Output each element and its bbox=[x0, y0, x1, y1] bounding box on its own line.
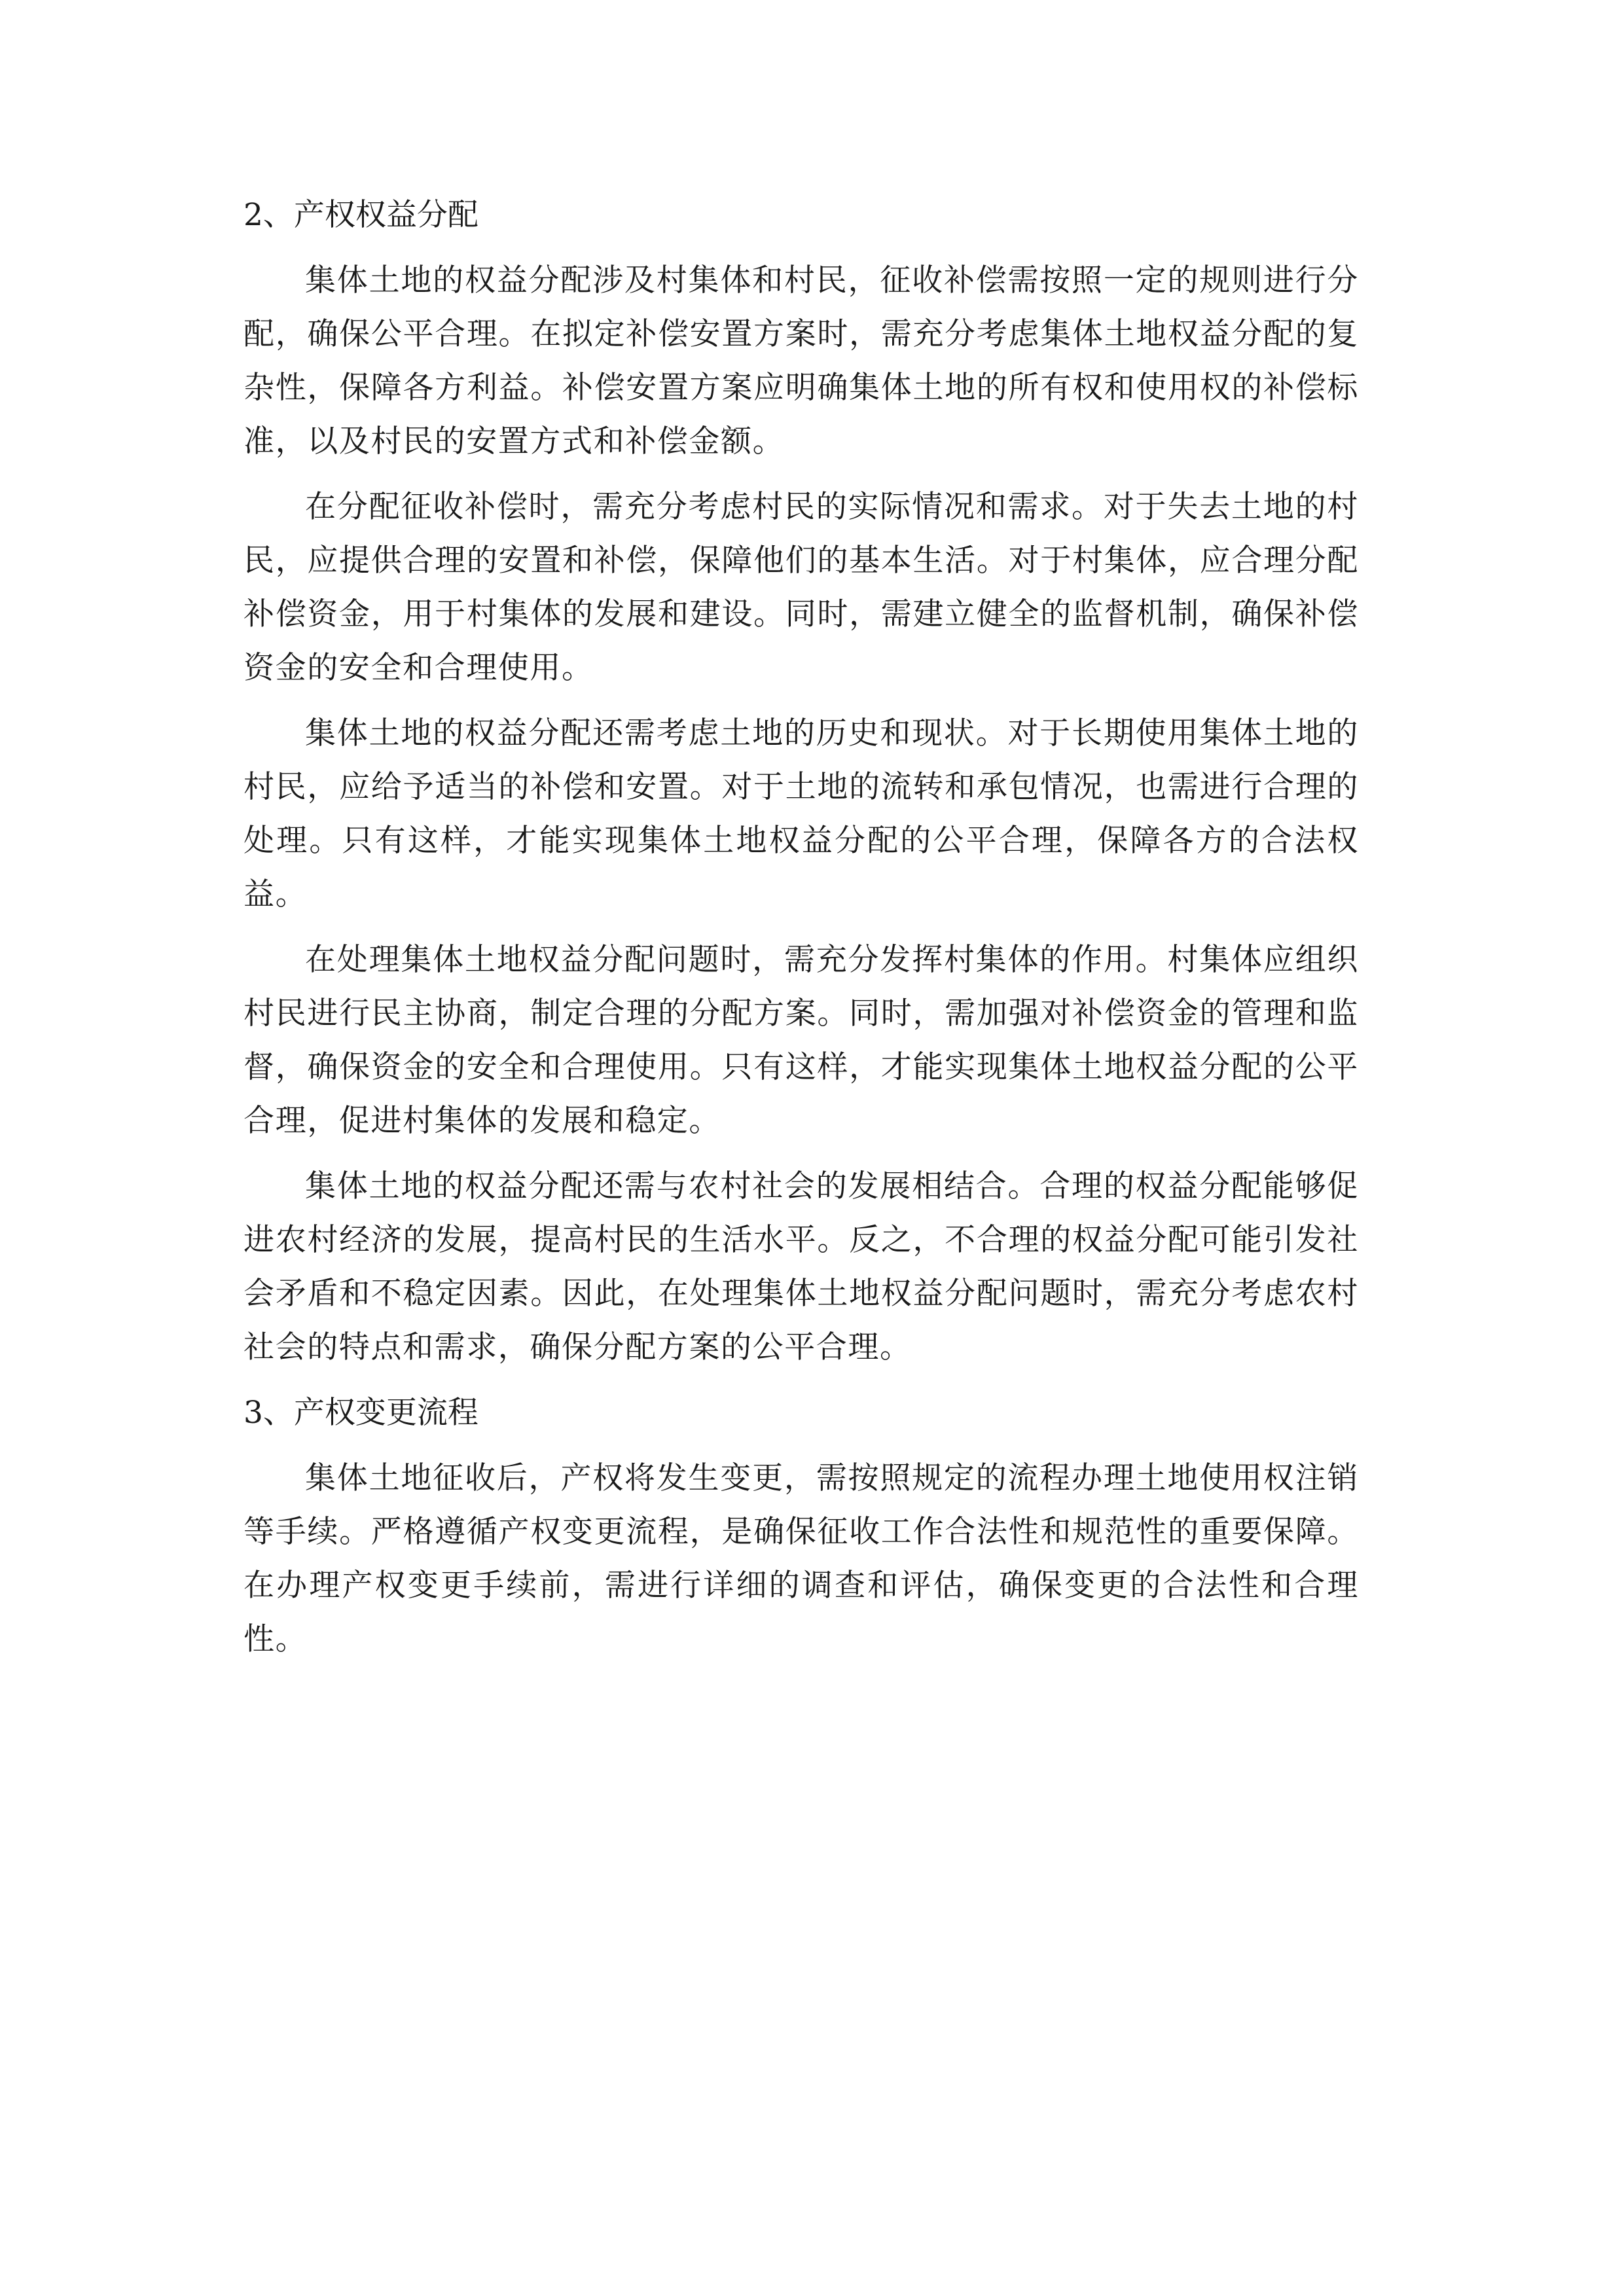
paragraph: 集体土地征收后，产权将发生变更，需按照规定的流程办理土地使用权注销等手续。严格遵循产权变更流程，是确保征收工作合法性和规范性的重要保障。在办理产权变更手续前，需进行详细的调查和评估，确保变更的合法性和合理性。 bbox=[244, 1460, 1359, 1657]
paragraph: 集体土地的权益分配还需考虑土地的历史和现状。对于长期使用集体土地的村民，应给予适当的补偿和安置。对于土地的流转和承包情况，也需进行合理的处理。只有这样，才能实现集体土地权益分配的公平合理，保障各方的合法权益。 bbox=[244, 715, 1359, 912]
paragraph: 集体土地的权益分配还需与农村社会的发展相结合。合理的权益分配能够促进农村经济的发展，提高村民的生活水平。反之，不合理的权益分配可能引发社会矛盾和不稳定因素。因此，在处理集体土地权益分配问题时，需充分考虑农村社会的特点和需求，确保分配方案的公平合理。 bbox=[244, 1168, 1359, 1365]
section-heading-2: 2、产权权益分配 bbox=[244, 197, 478, 233]
section-heading-3: 3、产权变更流程 bbox=[244, 1395, 478, 1431]
paragraph: 在分配征收补偿时，需充分考虑村民的实际情况和需求。对于失去土地的村民，应提供合理的安置和补偿，保障他们的基本生活。对于村集体，应合理分配补偿资金，用于村集体的发展和建设。同时，需建立健全的监督机制，确保补偿资金的安全和合理使用。 bbox=[244, 489, 1359, 686]
paragraph: 在处理集体土地权益分配问题时，需充分发挥村集体的作用。村集体应组织村民进行民主协商，制定合理的分配方案。同时，需加强对补偿资金的管理和监督，确保资金的安全和合理使用。只有这样，才能实现集体土地权益分配的公平合理，促进村集体的发展和稳定。 bbox=[244, 942, 1359, 1139]
document-body bbox=[244, 188, 1359, 1678]
paragraph: 集体土地的权益分配涉及村集体和村民，征收补偿需按照一定的规则进行分配，确保公平合理。在拟定补偿安置方案时，需充分考虑集体土地权益分配的复杂性，保障各方利益。补偿安置方案应明确集体土地的所有权和使用权的补偿标准，以及村民的安置方式和补偿金额。 bbox=[244, 262, 1359, 459]
